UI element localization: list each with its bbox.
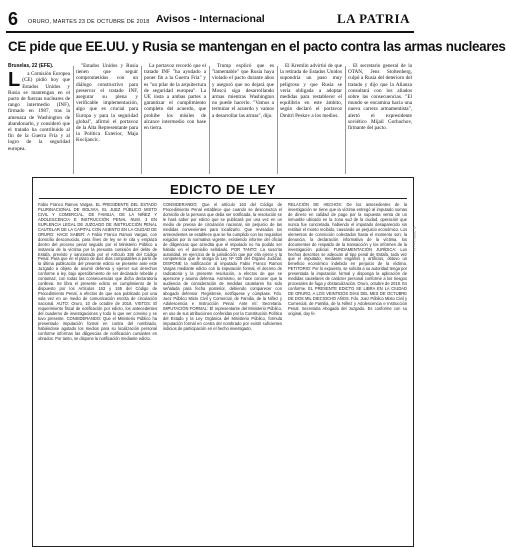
column-divider bbox=[277, 66, 278, 174]
article-paragraph: El secretario general de la OTAN, Jens Stoltenberg, culpó a Rusia del deterioro del tratado y dijo que la Alianza consultará con los aliados sobre las consecuencias. "El mundo se encamina hacia una nueva carrera armamentista", alertó el expresidente soviético Mijaíl Gorbachov, firmante del pacto. bbox=[348, 63, 412, 132]
column-divider bbox=[141, 66, 142, 174]
column-divider bbox=[73, 66, 74, 174]
column-divider bbox=[345, 66, 346, 174]
legal-notice-column-1 bbox=[38, 203, 157, 541]
legal-notice-text: RELACIÓN DE HECHOS: De los antecedentes de la investigación se tiene que la víctima entregó al imputado sumas de dinero en calidad de pago por la supuesta venta de un inmueble ubicado en la zona sud de la ciudad, operación que nunca fue concretada, habiendo el imputado desaparecido sin restituir el monto recibido, causando un perjuicio económico. Los elementos de convicción colectados hasta el momento son: la denuncia, la declaración informativa de la víctima, los documentos de respaldo de la transacción y los informes de la investigación policial. FUNDAMENTACIÓN JURÍDICA: Los hechos descritos se adecuan al tipo penal de Estafa, toda vez que el imputado, mediante engaños y artificios, obtuvo un beneficio económico indebido en perjuicio de la víctima. PETITORIO: Por lo expuesto, se solicita a su autoridad tenga por presentada la imputación formal y disponga la aplicación de medidas cautelares de carácter personal conforme a los riesgos procesales de fuga y obstaculización. Oruro, octubre de 2018. Es conforme. EL PRESENTE EDICTO SE LIBRA EN LA CIUDAD DE ORURO, A LOS VEINTIDÓS DÍAS DEL MES DE OCTUBRE DE DOS MIL DIECIOCHO AÑOS. Fdo. Juez Público Mixto Civil y Comercial, de Familia, de la Niñez y Adolescencia e Instrucción Penal. Secretaria Abogada del Juzgado. Es conforme con su original, doy fe. bbox=[288, 202, 407, 316]
article-body bbox=[8, 63, 414, 175]
article-column-3 bbox=[144, 63, 206, 175]
page-number: 6 bbox=[8, 9, 19, 29]
article-column-5 bbox=[280, 63, 342, 175]
newspaper-logo: LA PATRIA bbox=[337, 11, 410, 26]
article-headline: CE pide que EE.UU. y Rusia se mantengan en el pacto contra las armas nucleares bbox=[8, 39, 506, 54]
legal-notice-rule bbox=[39, 198, 407, 199]
column-divider bbox=[209, 66, 210, 174]
article-column-2 bbox=[76, 63, 138, 175]
article-paragraph: Trump explicó que es "lamentable" que Rusia haya violado el pacto durante años y aseguró que no dejará que Moscú siga desarrollando armas mientras Washington no puede hacerlo. "Vamos a terminar el acuerdo y vamos a desarrollar las armas", dijo. bbox=[212, 63, 274, 119]
article-paragraph: La portavoz recordó que el tratado INF "ha ayudado a poner fin a la Guerra Fría" y es "un pilar de la arquitectura de seguridad europea". La UE insta a ambas partes a garantizar el cumplimiento completo del acuerdo, que prohíbe los misiles de alcance intermedio con base en tierra. bbox=[144, 63, 206, 132]
legal-notice-title: EDICTO DE LEY bbox=[170, 182, 276, 197]
legal-notice-text: Fabio Franco Ramos Vargas. EL PRESIDENTE DEL ESTADO PLURINACIONAL DE BOLIVIA, EL JUEZ PÚBLICO MIXTO CIVIL Y COMERCIAL, DE FAMILIA, DE LA NIÑEZ Y ADOLESCENCIA E INSTRUCCIÓN PENAL NUM. 3 EN SUPLENCIA LEGAL DE JUZGADO DE INSTRUCCIÓN PENAL CAUTELAR DE LA CAPITAL CON ASIENTO EN LA CIUDAD DE ORURO: HACE SABER: A Fabio Franco Ramos Vargas, con domicilio desconocido, para fines de ley se le cita y emplaza dentro del proceso penal seguido por el Ministerio Público a instancia de la víctima por la presunta comisión del delito de Estafa, previsto y sancionado por el Artículo 335 del Código Penal. Para que en el plazo de diez días computables a partir de la última publicación del presente edicto se presente ante este Juzgado a objeto de asumir defensa y ejercer sus derechos conforme a ley, bajo apercibimiento de ser declarado rebelde y contumaz, con todas las consecuencias que dicha declaratoria conlleva. Se libra el presente edicto en cumplimiento de lo dispuesto por los Artículos 163 y 165 del Código de Procedimiento Penal, a efectos de que sea publicado por una sola vez en un medio de comunicación escrita de circulación nacional. AUTO: Oruro, 10 de octubre de 2018. VISTOS: El requerimiento fiscal de notificación por edicto, los antecedentes del cuaderno de investigaciones y todo lo que ver convino y se tuvo presente. CONSIDERANDO: Que el Ministerio Público ha presentado imputación formal en contra del nombrado, habiéndose agotado los medios para su localización personal conforme informan las diligencias de notificación cursantes en obrados. Por tanto, se dispone la notificación mediante edicto. bbox=[38, 202, 157, 341]
side-code-label: G-0000 1a.U.L bbox=[412, 226, 417, 253]
article-paragraph: a Comisión Europea (CE) pidió hoy que Estados Unidos y Rusia se mantengan en el pacto de fuerzas nucleares de rango intermedio (INF), firmado en 1987, tras la amenaza de Washington de abandonarlo, y consideró que el tratado ha contribuido al fin de la Guerra Fría y al logro de la seguridad europea. bbox=[8, 71, 70, 152]
section-title: Avisos - Internacional bbox=[156, 13, 265, 25]
article-paragraph: El Kremlin advirtió de que la retirada de Estados Unidos supondría un paso muy peligroso y que Rusia se vería obligada a adoptar medidas para restablecer el equilibrio en este ámbito, según declaró el portavoz Dmitri Peskov a los medios. bbox=[280, 63, 342, 119]
legal-notice-box bbox=[32, 177, 414, 547]
legal-notice-text: CONSIDERANDO: Que el artículo 163 del Código de Procedimiento Penal establece que cuando se desconozca el domicilio de la persona que deba ser notificada, la resolución se le hará saber por edicto que se publicará por una vez en un medio de prensa de circulación nacional, sin perjuicio de las medidas convenientes para localizarlo. Que revisados los antecedentes se establece que se ha cumplido con los requisitos exigidos por la normativa vigente, existiendo informe del oficial de diligencias que acredita que el imputado no ha podido ser habido en el domicilio señalado. POR TANTO: La suscrita autoridad, en ejercicio de la jurisdicción que por ella ejerce y la competencia que le otorga la Ley Nº 025 del Órgano Judicial, DISPONE la notificación al imputado Fabio Franco Ramos Vargas mediante edicto con la imputación formal, el decreto de radicatoria y la presente resolución, a efectos de que se apersone y asuma defensa. Asimismo, se hace conocer que la audiencia de consideración de medidas cautelares ha sido señalada para fecha posterior, debiendo comparecer con abogado defensor. Regístrese, notifíquese y cúmplase. Fdo. Juez Público Mixto Civil y Comercial, de Familia, de la Niñez y Adolescencia e Instrucción Penal. Ante mí: Secretaria. IMPUTACIÓN FORMAL: El representante del Ministerio Público, en uso de sus atribuciones conferidas por la Constitución Política del Estado y la Ley Orgánica del Ministerio Público, formula imputación formal en contra del nombrado por existir suficientes indicios de participación en el hecho investigado. bbox=[163, 202, 282, 331]
header-rule bbox=[6, 31, 414, 33]
dateline: ORURO, MARTES 23 DE OCTUBRE DE 2018 bbox=[28, 19, 150, 25]
article-byline: Bruselas, 22 (EFE). bbox=[8, 63, 54, 69]
page-header bbox=[6, 6, 414, 34]
legal-notice-column-2 bbox=[163, 203, 282, 541]
newspaper-page bbox=[6, 6, 506, 540]
article-paragraph: "Estados Unidos y Rusia tienen que seguir comprometidos con un diálogo constructivo para preservar el tratado INF, asegurar su plena y verificable implementación, algo que es crucial para Europa y para la seguridad global", afirmó el portavoz de la Alta Representante para la Política Exterior, Maja Kocijancic. bbox=[76, 63, 138, 144]
article-column-4 bbox=[212, 63, 274, 175]
article-column-1 bbox=[8, 63, 70, 175]
legal-notice-column-3 bbox=[288, 203, 407, 541]
article-column-6 bbox=[348, 63, 412, 175]
drop-cap: L bbox=[8, 69, 21, 92]
